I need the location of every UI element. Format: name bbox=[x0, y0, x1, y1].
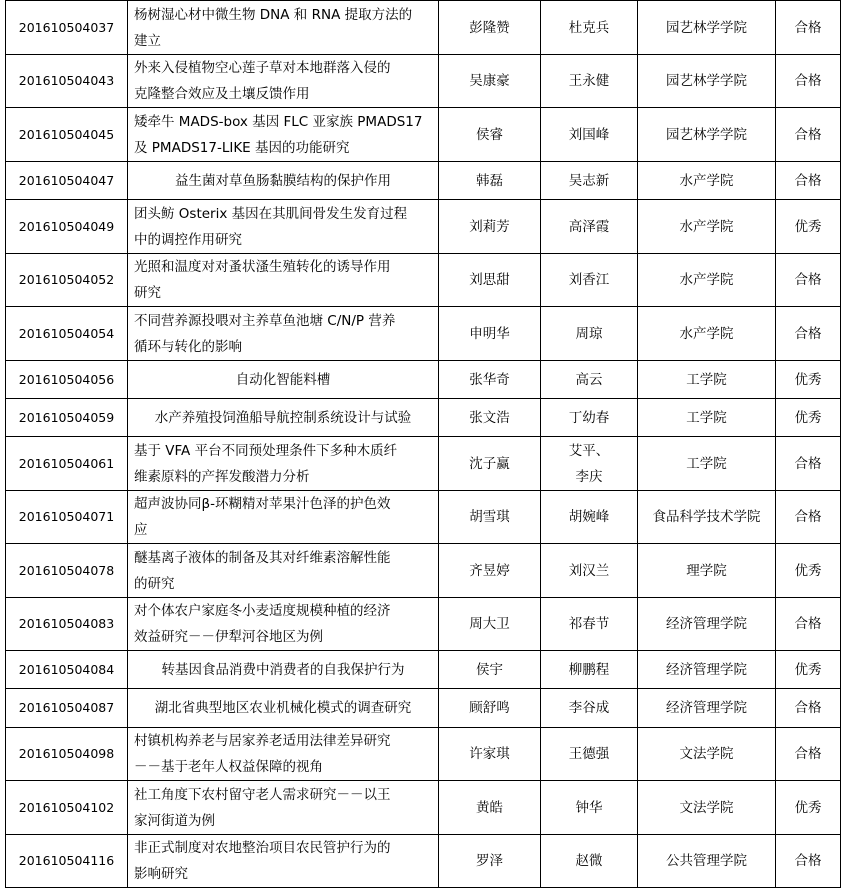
student-name-cell: 刘莉芳 bbox=[439, 200, 541, 254]
table-row bbox=[6, 361, 841, 399]
advisor-name-cell bbox=[541, 651, 638, 689]
table-row bbox=[6, 200, 841, 254]
student-name-cell: 刘思甜 bbox=[439, 254, 541, 307]
student-name-cell: 周大卫 bbox=[439, 598, 541, 651]
project-id-cell: 201610504043 bbox=[6, 55, 128, 108]
result-cell: 合格 bbox=[776, 598, 841, 651]
advisor-name: 赵微 bbox=[575, 853, 603, 869]
project-id-cell: 201610504078 bbox=[6, 544, 128, 598]
advisor-name-cell bbox=[541, 1, 638, 55]
result-cell: 合格 bbox=[776, 162, 841, 200]
table-row bbox=[6, 728, 841, 781]
advisor-name-cell bbox=[541, 399, 638, 437]
project-title-cell bbox=[128, 399, 439, 437]
project-results-table bbox=[5, 0, 841, 888]
college-cell: 水产学院 bbox=[638, 307, 776, 361]
project-title-line: 益生菌对草鱼肠黏膜结构的保护作用 bbox=[175, 172, 391, 189]
advisor-name-cell bbox=[541, 200, 638, 254]
project-id-cell: 201610504047 bbox=[6, 162, 128, 200]
result-cell: 优秀 bbox=[776, 200, 841, 254]
project-id-cell: 201610504037 bbox=[6, 1, 128, 55]
student-name-cell: 顾舒鸣 bbox=[439, 689, 541, 728]
result-cell: 合格 bbox=[776, 728, 841, 781]
project-title-line: 村镇机构养老与居家养老适用法律差异研究 bbox=[134, 733, 391, 749]
project-title-cell bbox=[128, 835, 439, 888]
project-id-cell: 201610504083 bbox=[6, 598, 128, 651]
project-title-line: 团头鲂 Osterix 基因在其肌间骨发生发育过程 bbox=[134, 205, 408, 222]
project-title-line: 循环与转化的影响 bbox=[134, 338, 242, 355]
project-title-cell bbox=[128, 307, 439, 361]
table-row bbox=[6, 108, 841, 162]
project-id-cell: 201610504056 bbox=[6, 361, 128, 399]
college-cell: 工学院 bbox=[638, 399, 776, 437]
project-title-cell bbox=[128, 55, 439, 108]
student-name-cell: 张华奇 bbox=[439, 361, 541, 399]
project-title-line: 光照和温度对对蚤状溞生殖转化的诱导作用 bbox=[134, 259, 391, 275]
project-title-line: 对个体农户家庭冬小麦适度规模种植的经济 bbox=[134, 603, 391, 619]
advisor-name: 王永健 bbox=[568, 73, 610, 89]
student-name-cell: 申明华 bbox=[439, 307, 541, 361]
college-cell: 园艺林学学院 bbox=[638, 55, 776, 108]
table-row bbox=[6, 162, 841, 200]
student-name-cell: 张文浩 bbox=[439, 399, 541, 437]
advisor-name: 刘国峰 bbox=[568, 126, 610, 143]
result-cell: 合格 bbox=[776, 55, 841, 108]
project-id-cell: 201610504071 bbox=[6, 491, 128, 544]
advisor-name-cell bbox=[541, 835, 638, 888]
project-title-cell bbox=[128, 544, 439, 598]
project-id-cell: 201610504049 bbox=[6, 200, 128, 254]
project-id-cell: 201610504098 bbox=[6, 728, 128, 781]
college-cell: 食品科学技术学院 bbox=[638, 491, 776, 544]
result-cell: 合格 bbox=[776, 491, 841, 544]
advisor-name: 吴志新 bbox=[568, 172, 610, 189]
advisor-name: 祁春节 bbox=[568, 616, 610, 632]
result-cell: 优秀 bbox=[776, 544, 841, 598]
table-row bbox=[6, 1, 841, 55]
advisor-name: 柳鹏程 bbox=[568, 661, 610, 678]
project-title-line: 社工角度下农村留守老人需求研究－－以王 bbox=[134, 786, 391, 803]
project-title-cell bbox=[128, 491, 439, 544]
project-title-cell bbox=[128, 728, 439, 781]
project-title-line: 不同营养源投喂对主养草鱼池塘 C/N/P 营养 bbox=[134, 312, 396, 329]
advisor-name-cell bbox=[541, 162, 638, 200]
student-name-cell: 韩磊 bbox=[439, 162, 541, 200]
project-title-cell bbox=[128, 1, 439, 55]
student-name-cell: 黄皓 bbox=[439, 781, 541, 835]
table-row bbox=[6, 651, 841, 689]
project-title-line: 维素原料的产挥发酸潜力分析 bbox=[134, 468, 310, 485]
advisor-name: 李庆 bbox=[575, 468, 603, 485]
advisor-name: 王德强 bbox=[568, 746, 610, 762]
college-cell: 文法学院 bbox=[638, 781, 776, 835]
table-row bbox=[6, 835, 841, 888]
project-title-line: 湖北省典型地区农业机械化模式的调查研究 bbox=[154, 700, 412, 716]
project-title-cell bbox=[128, 254, 439, 307]
college-cell: 经济管理学院 bbox=[638, 598, 776, 651]
project-id-cell: 201610504052 bbox=[6, 254, 128, 307]
student-name-cell: 侯睿 bbox=[439, 108, 541, 162]
college-cell: 水产学院 bbox=[638, 200, 776, 254]
advisor-name: 李谷成 bbox=[568, 700, 610, 716]
project-title-line: 转基因食品消费中消费者的自我保护行为 bbox=[161, 661, 405, 678]
result-cell: 优秀 bbox=[776, 399, 841, 437]
college-cell: 公共管理学院 bbox=[638, 835, 776, 888]
project-title-cell bbox=[128, 437, 439, 491]
project-title-line: 外来入侵植物空心莲子草对本地群落入侵的 bbox=[134, 60, 391, 76]
result-cell: 优秀 bbox=[776, 651, 841, 689]
project-title-line: 的研究 bbox=[134, 575, 175, 592]
result-cell: 合格 bbox=[776, 108, 841, 162]
project-title-line: 醚基离子液体的制备及其对纤维素溶解性能 bbox=[134, 549, 391, 566]
advisor-name: 钟华 bbox=[575, 799, 603, 816]
student-name-cell: 许家琪 bbox=[439, 728, 541, 781]
project-title-cell bbox=[128, 689, 439, 728]
college-cell: 经济管理学院 bbox=[638, 651, 776, 689]
advisor-name: 丁幼春 bbox=[568, 409, 610, 426]
project-title-line: 建立 bbox=[134, 32, 161, 49]
college-cell: 园艺林学学院 bbox=[638, 108, 776, 162]
table-row bbox=[6, 781, 841, 835]
result-cell: 优秀 bbox=[776, 781, 841, 835]
advisor-name-cell bbox=[541, 55, 638, 108]
project-id-cell: 201610504045 bbox=[6, 108, 128, 162]
student-name-cell: 吴康豪 bbox=[439, 55, 541, 108]
advisor-name-cell bbox=[541, 728, 638, 781]
project-title-line: 水产养殖投饲渔船导航控制系统设计与试验 bbox=[154, 409, 412, 426]
advisor-name-cell bbox=[541, 437, 638, 491]
advisor-name-cell bbox=[541, 689, 638, 728]
table-row bbox=[6, 55, 841, 108]
table-row bbox=[6, 491, 841, 544]
project-title-cell bbox=[128, 200, 439, 254]
advisor-name: 艾平、 bbox=[568, 442, 610, 459]
college-cell: 工学院 bbox=[638, 361, 776, 399]
project-title-line: 超声波协同β-环糊精对苹果汁色泽的护色效 bbox=[134, 496, 391, 512]
advisor-name: 周琼 bbox=[575, 325, 603, 342]
result-cell: 优秀 bbox=[776, 361, 841, 399]
project-title-line: 自动化智能料槽 bbox=[235, 371, 331, 388]
result-cell: 合格 bbox=[776, 689, 841, 728]
project-title-line: －－基于老年人权益保障的视角 bbox=[134, 759, 323, 775]
advisor-name: 高云 bbox=[575, 371, 603, 388]
table-body bbox=[6, 1, 841, 888]
project-title-cell bbox=[128, 651, 439, 689]
project-title-cell bbox=[128, 162, 439, 200]
project-title-cell bbox=[128, 781, 439, 835]
student-name-cell: 彭隆赞 bbox=[439, 1, 541, 55]
result-cell: 合格 bbox=[776, 437, 841, 491]
project-id-cell: 201610504059 bbox=[6, 399, 128, 437]
advisor-name: 刘汉兰 bbox=[568, 562, 610, 579]
table-row bbox=[6, 399, 841, 437]
college-cell: 理学院 bbox=[638, 544, 776, 598]
project-title-cell bbox=[128, 108, 439, 162]
college-cell: 水产学院 bbox=[638, 162, 776, 200]
project-id-cell: 201610504084 bbox=[6, 651, 128, 689]
project-title-cell bbox=[128, 361, 439, 399]
project-title-line: 矮牵牛 MADS-box 基因 FLC 亚家族 PMADS17 bbox=[134, 113, 423, 130]
project-title-line: 及 PMADS17-LIKE 基因的功能研究 bbox=[134, 139, 350, 156]
project-title-line: 家河街道为例 bbox=[134, 812, 215, 829]
advisor-name-cell bbox=[541, 108, 638, 162]
student-name-cell: 沈子赢 bbox=[439, 437, 541, 491]
student-name-cell: 罗泽 bbox=[439, 835, 541, 888]
project-title-line: 基于 VFA 平台不同预处理条件下多种木质纤 bbox=[134, 442, 398, 459]
project-title-line: 克隆整合效应及土壤反馈作用 bbox=[134, 86, 310, 102]
result-cell: 合格 bbox=[776, 307, 841, 361]
project-id-cell: 201610504116 bbox=[6, 835, 128, 888]
table-row bbox=[6, 689, 841, 728]
project-id-cell: 201610504102 bbox=[6, 781, 128, 835]
advisor-name-cell bbox=[541, 598, 638, 651]
student-name-cell: 侯宇 bbox=[439, 651, 541, 689]
college-cell: 园艺林学学院 bbox=[638, 1, 776, 55]
college-cell: 工学院 bbox=[638, 437, 776, 491]
project-title-line: 杨树湿心材中微生物 DNA 和 RNA 提取方法的 bbox=[134, 6, 413, 23]
advisor-name: 刘香江 bbox=[568, 272, 610, 288]
advisor-name-cell bbox=[541, 544, 638, 598]
project-id-cell: 201610504087 bbox=[6, 689, 128, 728]
advisor-name-cell bbox=[541, 781, 638, 835]
advisor-name-cell bbox=[541, 307, 638, 361]
project-title-line: 影响研究 bbox=[134, 866, 188, 882]
college-cell: 文法学院 bbox=[638, 728, 776, 781]
college-cell: 水产学院 bbox=[638, 254, 776, 307]
project-title-line: 中的调控作用研究 bbox=[134, 231, 242, 248]
project-title-line: 应 bbox=[134, 522, 148, 538]
table-row bbox=[6, 307, 841, 361]
college-cell: 经济管理学院 bbox=[638, 689, 776, 728]
project-id-cell: 201610504061 bbox=[6, 437, 128, 491]
student-name-cell: 齐昱婷 bbox=[439, 544, 541, 598]
advisor-name-cell bbox=[541, 254, 638, 307]
result-cell: 合格 bbox=[776, 835, 841, 888]
result-cell: 合格 bbox=[776, 254, 841, 307]
result-cell: 合格 bbox=[776, 1, 841, 55]
advisor-name: 胡婉峰 bbox=[568, 509, 610, 525]
advisor-name: 高泽霞 bbox=[568, 218, 610, 235]
student-name-cell: 胡雪琪 bbox=[439, 491, 541, 544]
table-row bbox=[6, 437, 841, 491]
table-row bbox=[6, 544, 841, 598]
project-id-cell: 201610504054 bbox=[6, 307, 128, 361]
table-row bbox=[6, 598, 841, 651]
project-title-cell bbox=[128, 598, 439, 651]
advisor-name: 杜克兵 bbox=[568, 19, 610, 36]
project-title-line: 效益研究－－伊犁河谷地区为例 bbox=[134, 629, 323, 645]
table-row bbox=[6, 254, 841, 307]
project-title-line: 非正式制度对农地整治项目农民管护行为的 bbox=[134, 840, 391, 856]
advisor-name-cell bbox=[541, 361, 638, 399]
project-title-line: 研究 bbox=[134, 285, 161, 301]
advisor-name-cell bbox=[541, 491, 638, 544]
